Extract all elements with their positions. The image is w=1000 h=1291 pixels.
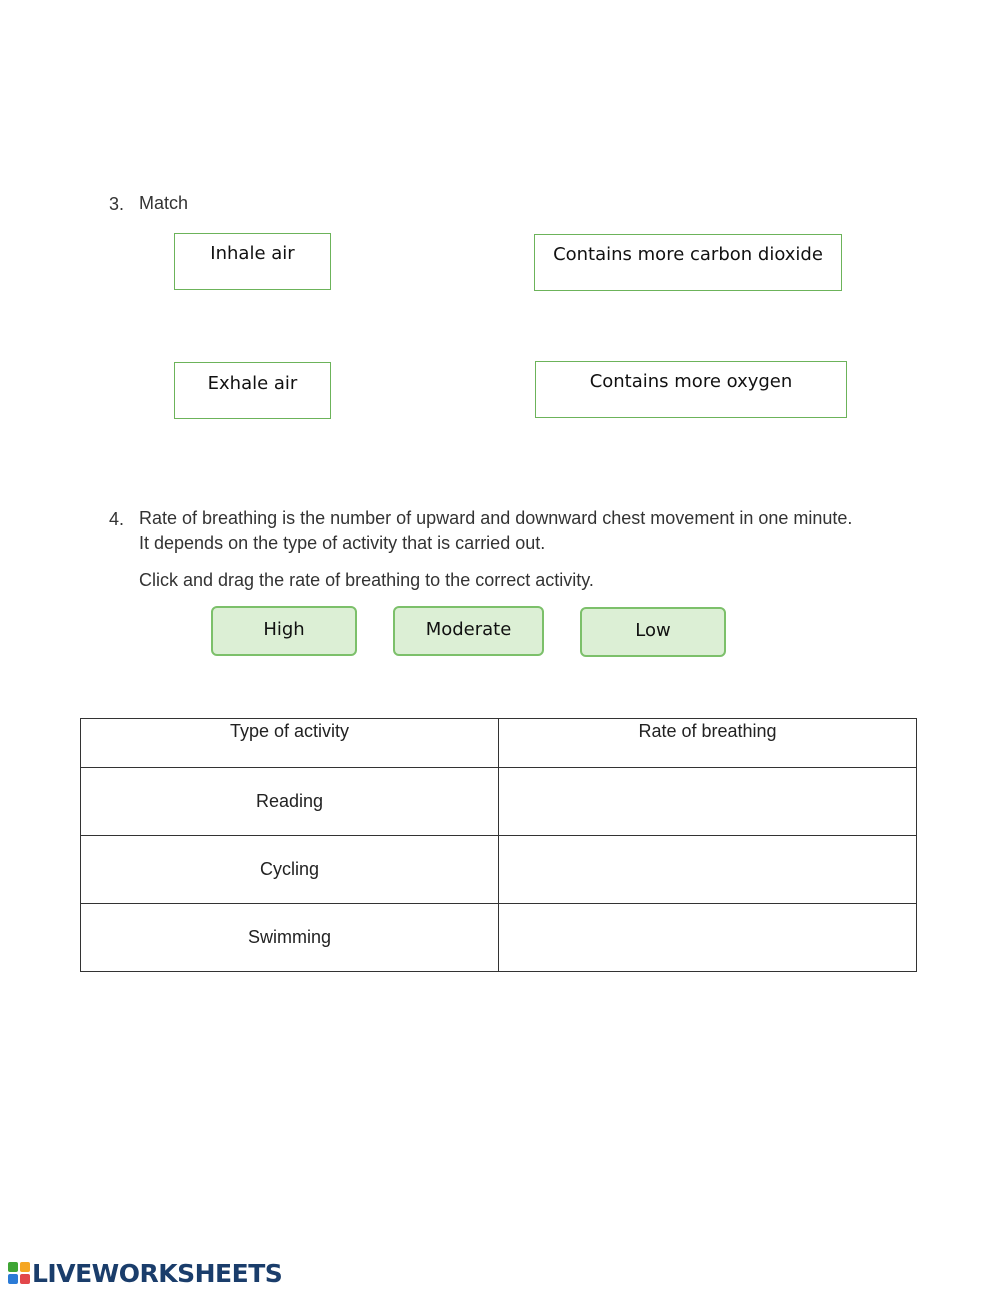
drag-option-low[interactable]: Low	[580, 607, 726, 657]
rate-drop-zone-reading[interactable]	[499, 768, 917, 836]
question-4-number: 4.	[109, 509, 125, 529]
logo-square-orange	[20, 1262, 30, 1272]
logo-square-green	[8, 1262, 18, 1272]
drag-option-moderate[interactable]: Moderate	[393, 606, 544, 656]
question-4-line-1: Rate of breathing is the number of upward and downward chest movement in one minute.	[139, 508, 853, 528]
activity-cell-cycling: Cycling	[81, 836, 499, 904]
question-4-instruction: Click and drag the rate of breathing to the correct activity.	[139, 570, 594, 590]
logo-square-blue	[8, 1274, 18, 1284]
question-3-number: 3.	[109, 194, 125, 214]
liveworksheets-logo-text: LIVEWORKSHEETS	[32, 1258, 283, 1288]
question-3-title: Match	[139, 193, 189, 213]
match-target-more-carbon-dioxide[interactable]: Contains more carbon dioxide	[534, 234, 842, 291]
logo-square-red	[20, 1274, 30, 1284]
question-4-line-2: It depends on the type of activity that is carried out.	[139, 533, 546, 553]
header-rate-of-breathing: Rate of breathing	[499, 719, 917, 768]
table-header-row	[81, 719, 917, 768]
activity-cell-reading: Reading	[81, 768, 499, 836]
liveworksheets-logo-icon	[8, 1262, 30, 1284]
drag-option-high[interactable]: High	[211, 606, 357, 656]
table-row	[81, 904, 917, 972]
header-type-of-activity: Type of activity	[81, 719, 499, 768]
liveworksheets-logo	[8, 1260, 282, 1286]
match-item-exhale-air[interactable]: Exhale air	[174, 362, 331, 419]
match-item-inhale-air[interactable]: Inhale air	[174, 233, 331, 290]
match-target-more-oxygen[interactable]: Contains more oxygen	[535, 361, 847, 418]
rate-drop-zone-cycling[interactable]	[499, 836, 917, 904]
table-row	[81, 836, 917, 904]
activity-table	[80, 718, 917, 972]
rate-drop-zone-swimming[interactable]	[499, 904, 917, 972]
table-row	[81, 768, 917, 836]
activity-cell-swimming: Swimming	[81, 904, 499, 972]
